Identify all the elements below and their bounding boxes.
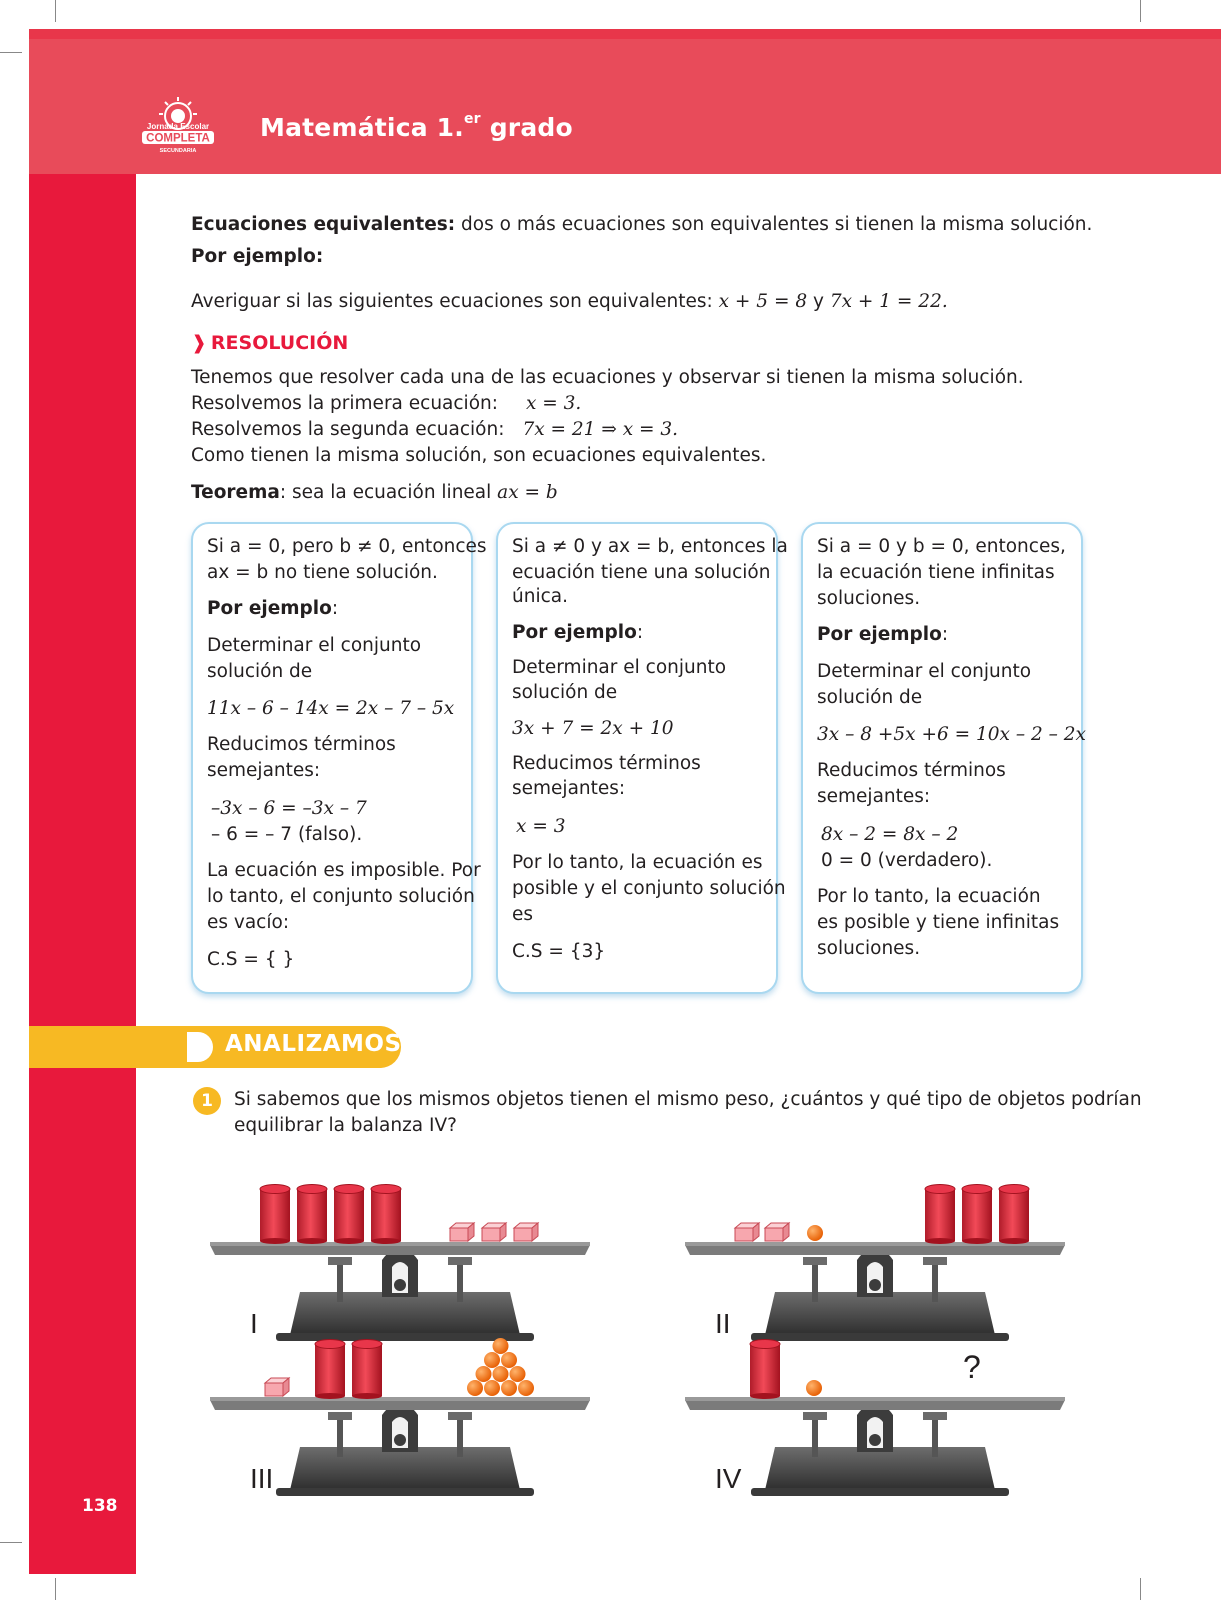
cube-weight [450, 1223, 474, 1241]
card-step: – 6 = – 7 (falso). [211, 824, 363, 845]
scale-label: II [715, 1308, 731, 1339]
theorem-text: Teorema: sea la ecuación lineal ax = b [191, 482, 558, 503]
card-equation: 3x + 7 = 2x + 10 [512, 718, 674, 739]
ball-weight [493, 1338, 509, 1354]
scale-base [290, 1292, 520, 1335]
card-text: la ecuación tiene infinitas [817, 562, 1055, 583]
card-text: posible y el conjunto solución [512, 878, 786, 899]
card-equation: 11x – 6 – 14x = 2x – 7 – 5x [207, 698, 455, 719]
svg-text:Jornada Escolar: Jornada Escolar [146, 122, 210, 131]
scale-base [765, 1292, 995, 1335]
card-text: Si a = 0, pero b ≠ 0, entonces [207, 536, 487, 557]
cylinder-weight [925, 1185, 955, 1245]
resolution-line: Resolvemos la segunda ecuación: 7x = 21 ⇒ x = 3. [191, 419, 679, 440]
cylinder-weight [750, 1340, 780, 1400]
card-text: semejantes: [512, 778, 626, 799]
resolution-line: Como tienen la misma solución, son ecuaciones equivalentes. [191, 445, 767, 466]
scale-base [290, 1447, 520, 1490]
scale-label: I [250, 1308, 258, 1339]
resolution-heading: ❱ RESOLUCIÓN [191, 332, 349, 354]
card-text: soluciones. [817, 938, 921, 959]
scale-label: III [250, 1463, 274, 1494]
cylinder-weight [260, 1185, 290, 1245]
scale-label: IV [715, 1463, 742, 1494]
card-text: es vacío: [207, 912, 290, 933]
card-equation: 3x – 8 +5x +6 = 10x – 2 – 2x [817, 724, 1086, 745]
question-text: equilibrar la balanza IV? [234, 1115, 457, 1136]
card-text: Determinar el conjunto [817, 661, 1032, 682]
jornada-escolar-logo [138, 96, 222, 156]
scale-base [765, 1447, 995, 1490]
card-text: solución de [512, 682, 618, 703]
cylinder-weight [962, 1185, 992, 1245]
card-text: ecuación tiene una solución [512, 562, 771, 583]
cube-weight [514, 1223, 538, 1241]
question-mark: ? [963, 1349, 981, 1385]
page-title: Matemática 1.$^{er}$ grado [260, 111, 573, 142]
question-number: 1 [193, 1087, 221, 1115]
card-result: C.S = {3} [512, 941, 606, 962]
banner-tab-icon [187, 1032, 213, 1062]
cylinder-weight [297, 1185, 327, 1245]
card-step: 8x – 2 = 8x – 2 [821, 824, 959, 845]
card-result: C.S = { } [207, 949, 295, 970]
resolution-line: Tenemos que resolver cada una de las ecuaciones y observar si tienen la misma solución. [191, 367, 1024, 388]
card-step: x = 3 [516, 816, 566, 837]
scale-beam [685, 1245, 1065, 1255]
cube-weight [735, 1223, 759, 1241]
card-text: es [512, 904, 534, 925]
example-label: Por ejemplo: [191, 246, 324, 267]
svg-text:SECUNDARIA: SECUNDARIA [159, 148, 197, 154]
card-text: lo tanto, el conjunto solución [207, 886, 475, 907]
ball-weight [501, 1380, 517, 1396]
card-step: –3x – 6 = –3x – 7 [211, 798, 367, 819]
page-number: 138 [82, 1496, 118, 1516]
balance-scales-figure [200, 1145, 1100, 1494]
balance-scale [685, 1340, 1065, 1497]
crop-mark [0, 52, 22, 53]
card-text: es posible y tiene infinitas [817, 912, 1060, 933]
card-text: ax = b no tiene solución. [207, 562, 438, 583]
ball-weight [493, 1366, 509, 1382]
card-step: 0 = 0 (verdadero). [821, 850, 993, 871]
cylinder-weight [315, 1340, 345, 1400]
ball-weight [518, 1380, 534, 1396]
crop-mark [55, 0, 56, 22]
cylinder-weight [999, 1185, 1029, 1245]
crop-mark [1140, 1578, 1141, 1600]
card-text: Reducimos términos [817, 760, 1006, 781]
svg-text:COMPLETA: COMPLETA [146, 132, 210, 145]
card-text: Por lo tanto, la ecuación [817, 886, 1041, 907]
example-question: Averiguar si las siguientes ecuaciones son equivalentes: x + 5 = 8 y 7x + 1 = 22. [191, 291, 948, 312]
cylinder-weight [334, 1185, 364, 1245]
card-text: Reducimos términos [512, 753, 701, 774]
case-card-no-solution [191, 522, 487, 994]
card-example: Por ejemplo: [817, 624, 949, 645]
ball-weight [807, 1225, 823, 1241]
card-text: Si a = 0 y b = 0, entonces, [817, 536, 1066, 557]
scale-beam [685, 1400, 1065, 1410]
scale-beam [210, 1245, 590, 1255]
section-title: ANALIZAMOS [225, 1031, 402, 1057]
cube-weight [482, 1223, 506, 1241]
question-text: Si sabemos que los mismos objetos tienen el mismo peso, ¿cuántos y qué tipo de objetos podrían [234, 1089, 1142, 1110]
balance-scale [685, 1185, 1065, 1342]
card-text: Si a ≠ 0 y ax = b, entonces la [512, 536, 788, 557]
ball-weight [501, 1352, 517, 1368]
balance-scale [210, 1338, 590, 1496]
ball-weight [484, 1352, 500, 1368]
card-text: semejantes: [817, 786, 931, 807]
card-text: La ecuación es imposible. Por [207, 860, 481, 881]
case-card-unique-solution [496, 522, 788, 994]
crop-mark [1140, 0, 1141, 22]
ball-weight [806, 1380, 822, 1396]
sidebar-band [29, 174, 136, 1574]
crop-mark [0, 1542, 22, 1543]
balance-scale [210, 1185, 590, 1342]
ball-weight [467, 1380, 483, 1396]
ball-weight [476, 1366, 492, 1382]
cylinder-weight [352, 1340, 382, 1400]
case-card-infinite-solutions [801, 522, 1086, 994]
card-text: solución de [207, 661, 313, 682]
card-text: solución de [817, 687, 923, 708]
card-text: Determinar el conjunto [512, 657, 727, 678]
scale-beam [210, 1400, 590, 1410]
cube-weight [765, 1223, 789, 1241]
cube-weight [265, 1378, 289, 1396]
ball-weight [510, 1366, 526, 1382]
card-example: Por ejemplo: [207, 598, 339, 619]
crop-mark [55, 1578, 56, 1600]
resolution-line: Resolvemos la primera ecuación: x = 3. [191, 393, 582, 414]
card-text: Por lo tanto, la ecuación es [512, 852, 763, 873]
card-text: única. [512, 586, 568, 607]
card-text: Determinar el conjunto [207, 635, 422, 656]
card-example: Por ejemplo: [512, 622, 644, 643]
card-text: Reducimos términos [207, 734, 396, 755]
cylinder-weight [371, 1185, 401, 1245]
card-text: soluciones. [817, 588, 921, 609]
definition-text: Ecuaciones equivalentes: dos o más ecuaciones son equivalentes si tienen la misma solución. [191, 214, 1093, 235]
chevron-icon: ❱ [191, 332, 207, 354]
section-banner [29, 1026, 401, 1068]
ball-weight [484, 1380, 500, 1396]
card-text: semejantes: [207, 760, 321, 781]
